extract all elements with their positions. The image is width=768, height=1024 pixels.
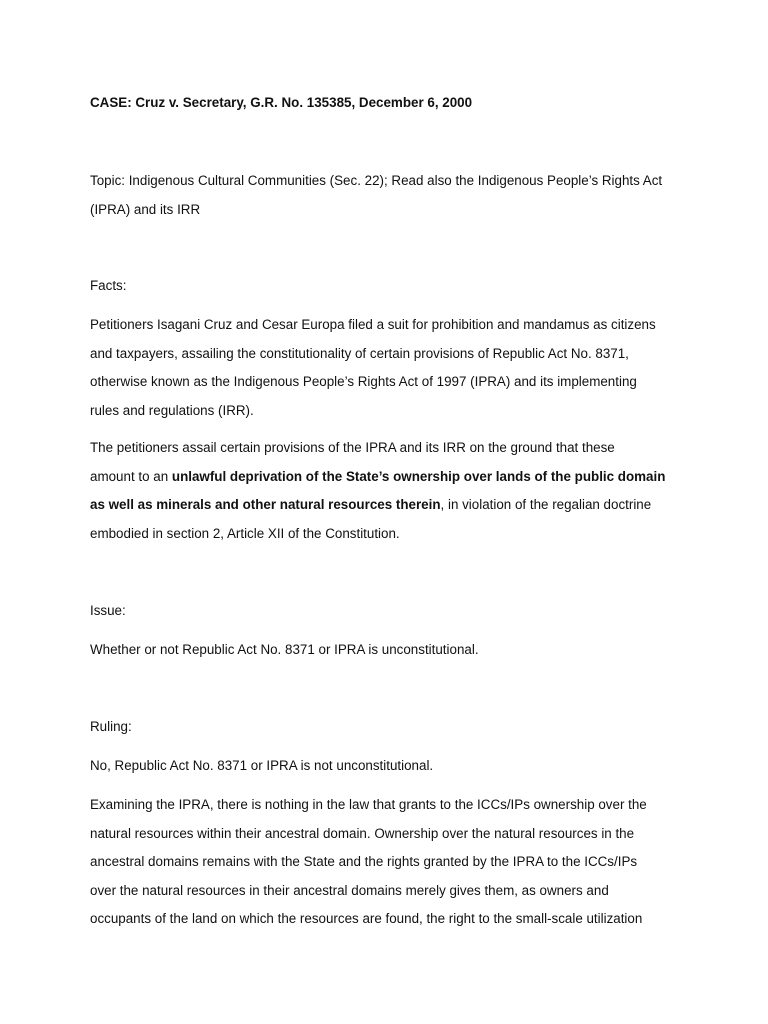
topic-line: (IPRA) and its IRR (90, 201, 201, 217)
text-line: and taxpayers, assailing the constitutionality of certain provisions of Republic Act No. 8371, (90, 345, 629, 361)
text-line: rules and regulations (IRR). (90, 402, 254, 418)
text-line: occupants of the land on which the resources are found, the right to the small-scale utilization (90, 911, 643, 927)
text-line: otherwise known as the Indigenous People’s Rights Act of 1997 (IPRA) and its implementing (90, 374, 637, 390)
emphasized-text: as well as minerals and other natural resources therein (90, 497, 441, 513)
ruling-paragraph (90, 791, 680, 934)
topic-line: Topic: Indigenous Cultural Communities (Sec. 22); Read also the Indigenous People’s Rights Act (90, 173, 663, 188)
issue-heading: Issue: (90, 603, 126, 618)
text-line: Petitioners Isagani Cruz and Cesar Europa filed a suit for prohibition and mandamus as citizens (90, 317, 656, 332)
issue-text: Whether or not Republic Act No. 8371 or IPRA is unconstitutional. (90, 642, 479, 657)
text-line (90, 491, 680, 520)
text-line: embodied in section 2, Article XII of the Constitution. (90, 525, 400, 541)
facts-paragraph-1 (90, 311, 680, 425)
text-line: Examining the IPRA, there is nothing in the law that grants to the ICCs/IPs ownership over the (90, 797, 647, 812)
facts-heading: Facts: (90, 278, 127, 293)
text-line (90, 463, 680, 492)
case-title: CASE: Cruz v. Secretary, G.R. No. 135385, December 6, 2000 (90, 95, 473, 110)
text-segment: , in violation of the regalian doctrine (440, 497, 652, 513)
text-line: The petitioners assail certain provisions of the IPRA and its IRR on the ground that these (90, 440, 615, 455)
topic-paragraph (90, 167, 680, 224)
facts-paragraph-2 (90, 434, 680, 548)
ruling-answer: No, Republic Act No. 8371 or IPRA is not unconstitutional. (90, 758, 434, 773)
text-segment: amount to an (90, 468, 172, 484)
text-line: ancestral domains remains with the State and the rights granted by the IPRA to the ICCs/IPs (90, 854, 638, 870)
emphasized-text: unlawful deprivation of the State’s ownership over lands of the public domain (171, 468, 666, 484)
text-line: over the natural resources in their ancestral domains merely gives them, as owners and (90, 882, 609, 898)
text-line: natural resources within their ancestral domain. Ownership over the natural resources in the (90, 825, 635, 841)
ruling-heading: Ruling: (90, 719, 132, 734)
